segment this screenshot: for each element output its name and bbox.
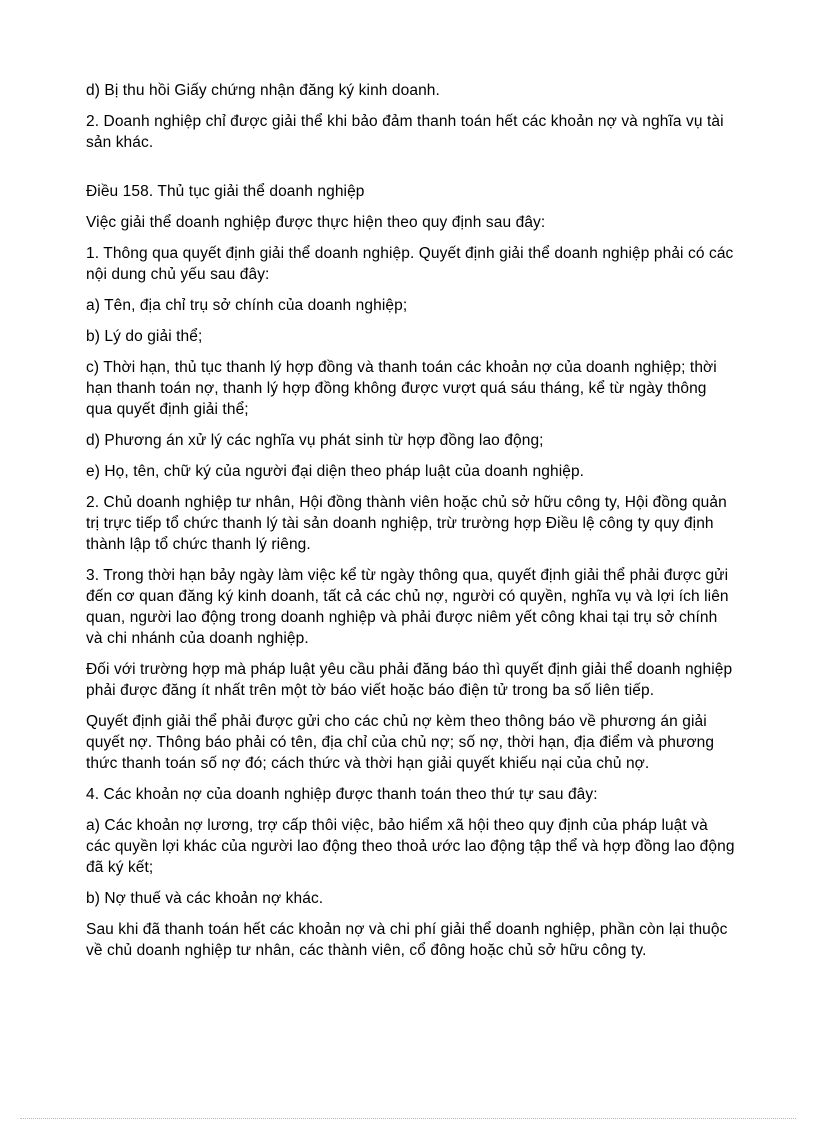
- paragraph-remaining-assets: Sau khi đã thanh toán hết các khoản nợ và chi phí giải thể doanh nghiệp, phần còn lại thuộc về chủ doanh nghiệp tư nhân, các thành viên, cổ đông hoặc chủ sở hữu công ty.: [86, 921, 728, 959]
- paragraph-item-a: a) Tên, địa chỉ trụ sở chính của doanh nghiệp;: [86, 297, 408, 314]
- paragraph-step-2: 2. Chủ doanh nghiệp tư nhân, Hội đồng thành viên hoặc chủ sở hữu công ty, Hội đồng quản trị trực tiếp tổ chức thanh lý tài sản doanh nghiệp, trừ trường hợp Điều lệ công ty quy định thành lập tổ chức thanh lý riêng.: [86, 494, 727, 553]
- paragraph-dissolution-condition: 2. Doanh nghiệp chỉ được giải thể khi bảo đảm thanh toán hết các khoản nợ và nghĩa vụ tài sản khác.: [86, 113, 724, 151]
- paragraph-item-c: c) Thời hạn, thủ tục thanh lý hợp đồng và thanh toán các khoản nợ của doanh nghiệp; thời hạn thanh toán nợ, thanh lý hợp đồng không được vượt quá sáu tháng, kể từ ngày thông qua quyết định giải thể;: [86, 359, 717, 418]
- paragraph-step-4: 4. Các khoản nợ của doanh nghiệp được thanh toán theo thứ tự sau đây:: [86, 786, 598, 803]
- page-bottom-divider: [20, 1118, 796, 1119]
- article-158-heading: Điều 158. Thủ tục giải thể doanh nghiệp: [86, 183, 365, 200]
- paragraph-debt-b: b) Nợ thuế và các khoản nợ khác.: [86, 890, 324, 907]
- paragraph-item-b: b) Lý do giải thể;: [86, 328, 203, 345]
- paragraph-item-d-revoked: d) Bị thu hồi Giấy chứng nhận đăng ký kinh doanh.: [86, 82, 440, 99]
- paragraph-debt-a: a) Các khoản nợ lương, trợ cấp thôi việc, bảo hiểm xã hội theo quy định của pháp luật và các quyền lợi khác của người lao động theo thoả ước lao động tập thể và hợp đồng lao động đã ký kết;: [86, 817, 735, 876]
- paragraph-item-e: e) Họ, tên, chữ ký của người đại diện theo pháp luật của doanh nghiệp.: [86, 463, 585, 480]
- paragraph-step-1: 1. Thông qua quyết định giải thể doanh nghiệp. Quyết định giải thể doanh nghiệp phải có các nội dung chủ yếu sau đây:: [86, 245, 734, 283]
- paragraph-item-d: d) Phương án xử lý các nghĩa vụ phát sinh từ hợp đồng lao động;: [86, 432, 544, 449]
- paragraph-newspaper: Đối với trường hợp mà pháp luật yêu cầu phải đăng báo thì quyết định giải thể doanh nghiệp phải được đăng ít nhất trên một tờ báo viết hoặc báo điện tử trong ba số liên tiếp.: [86, 661, 733, 699]
- paragraph-step-3: 3. Trong thời hạn bảy ngày làm việc kể từ ngày thông qua, quyết định giải thể phải được gửi đến cơ quan đăng ký kinh doanh, tất cả các chủ nợ, người có quyền, nghĩa vụ và lợi ích liên quan, người lao động trong doanh nghiệp và phải được niêm yết công khai tại trụ sở chính và chi nhánh của doanh nghiệp.: [86, 567, 729, 647]
- paragraph-intro: Việc giải thể doanh nghiệp được thực hiện theo quy định sau đây:: [86, 214, 546, 231]
- document-body: [86, 80, 736, 971]
- paragraph-creditor-notice: Quyết định giải thể phải được gửi cho các chủ nợ kèm theo thông báo về phương án giải quyết nợ. Thông báo phải có tên, địa chỉ của chủ nợ; số nợ, thời hạn, địa điểm và phương thức thanh toán số nợ đó; cách thức và thời hạn giải quyết khiếu nại của chủ nợ.: [86, 713, 715, 772]
